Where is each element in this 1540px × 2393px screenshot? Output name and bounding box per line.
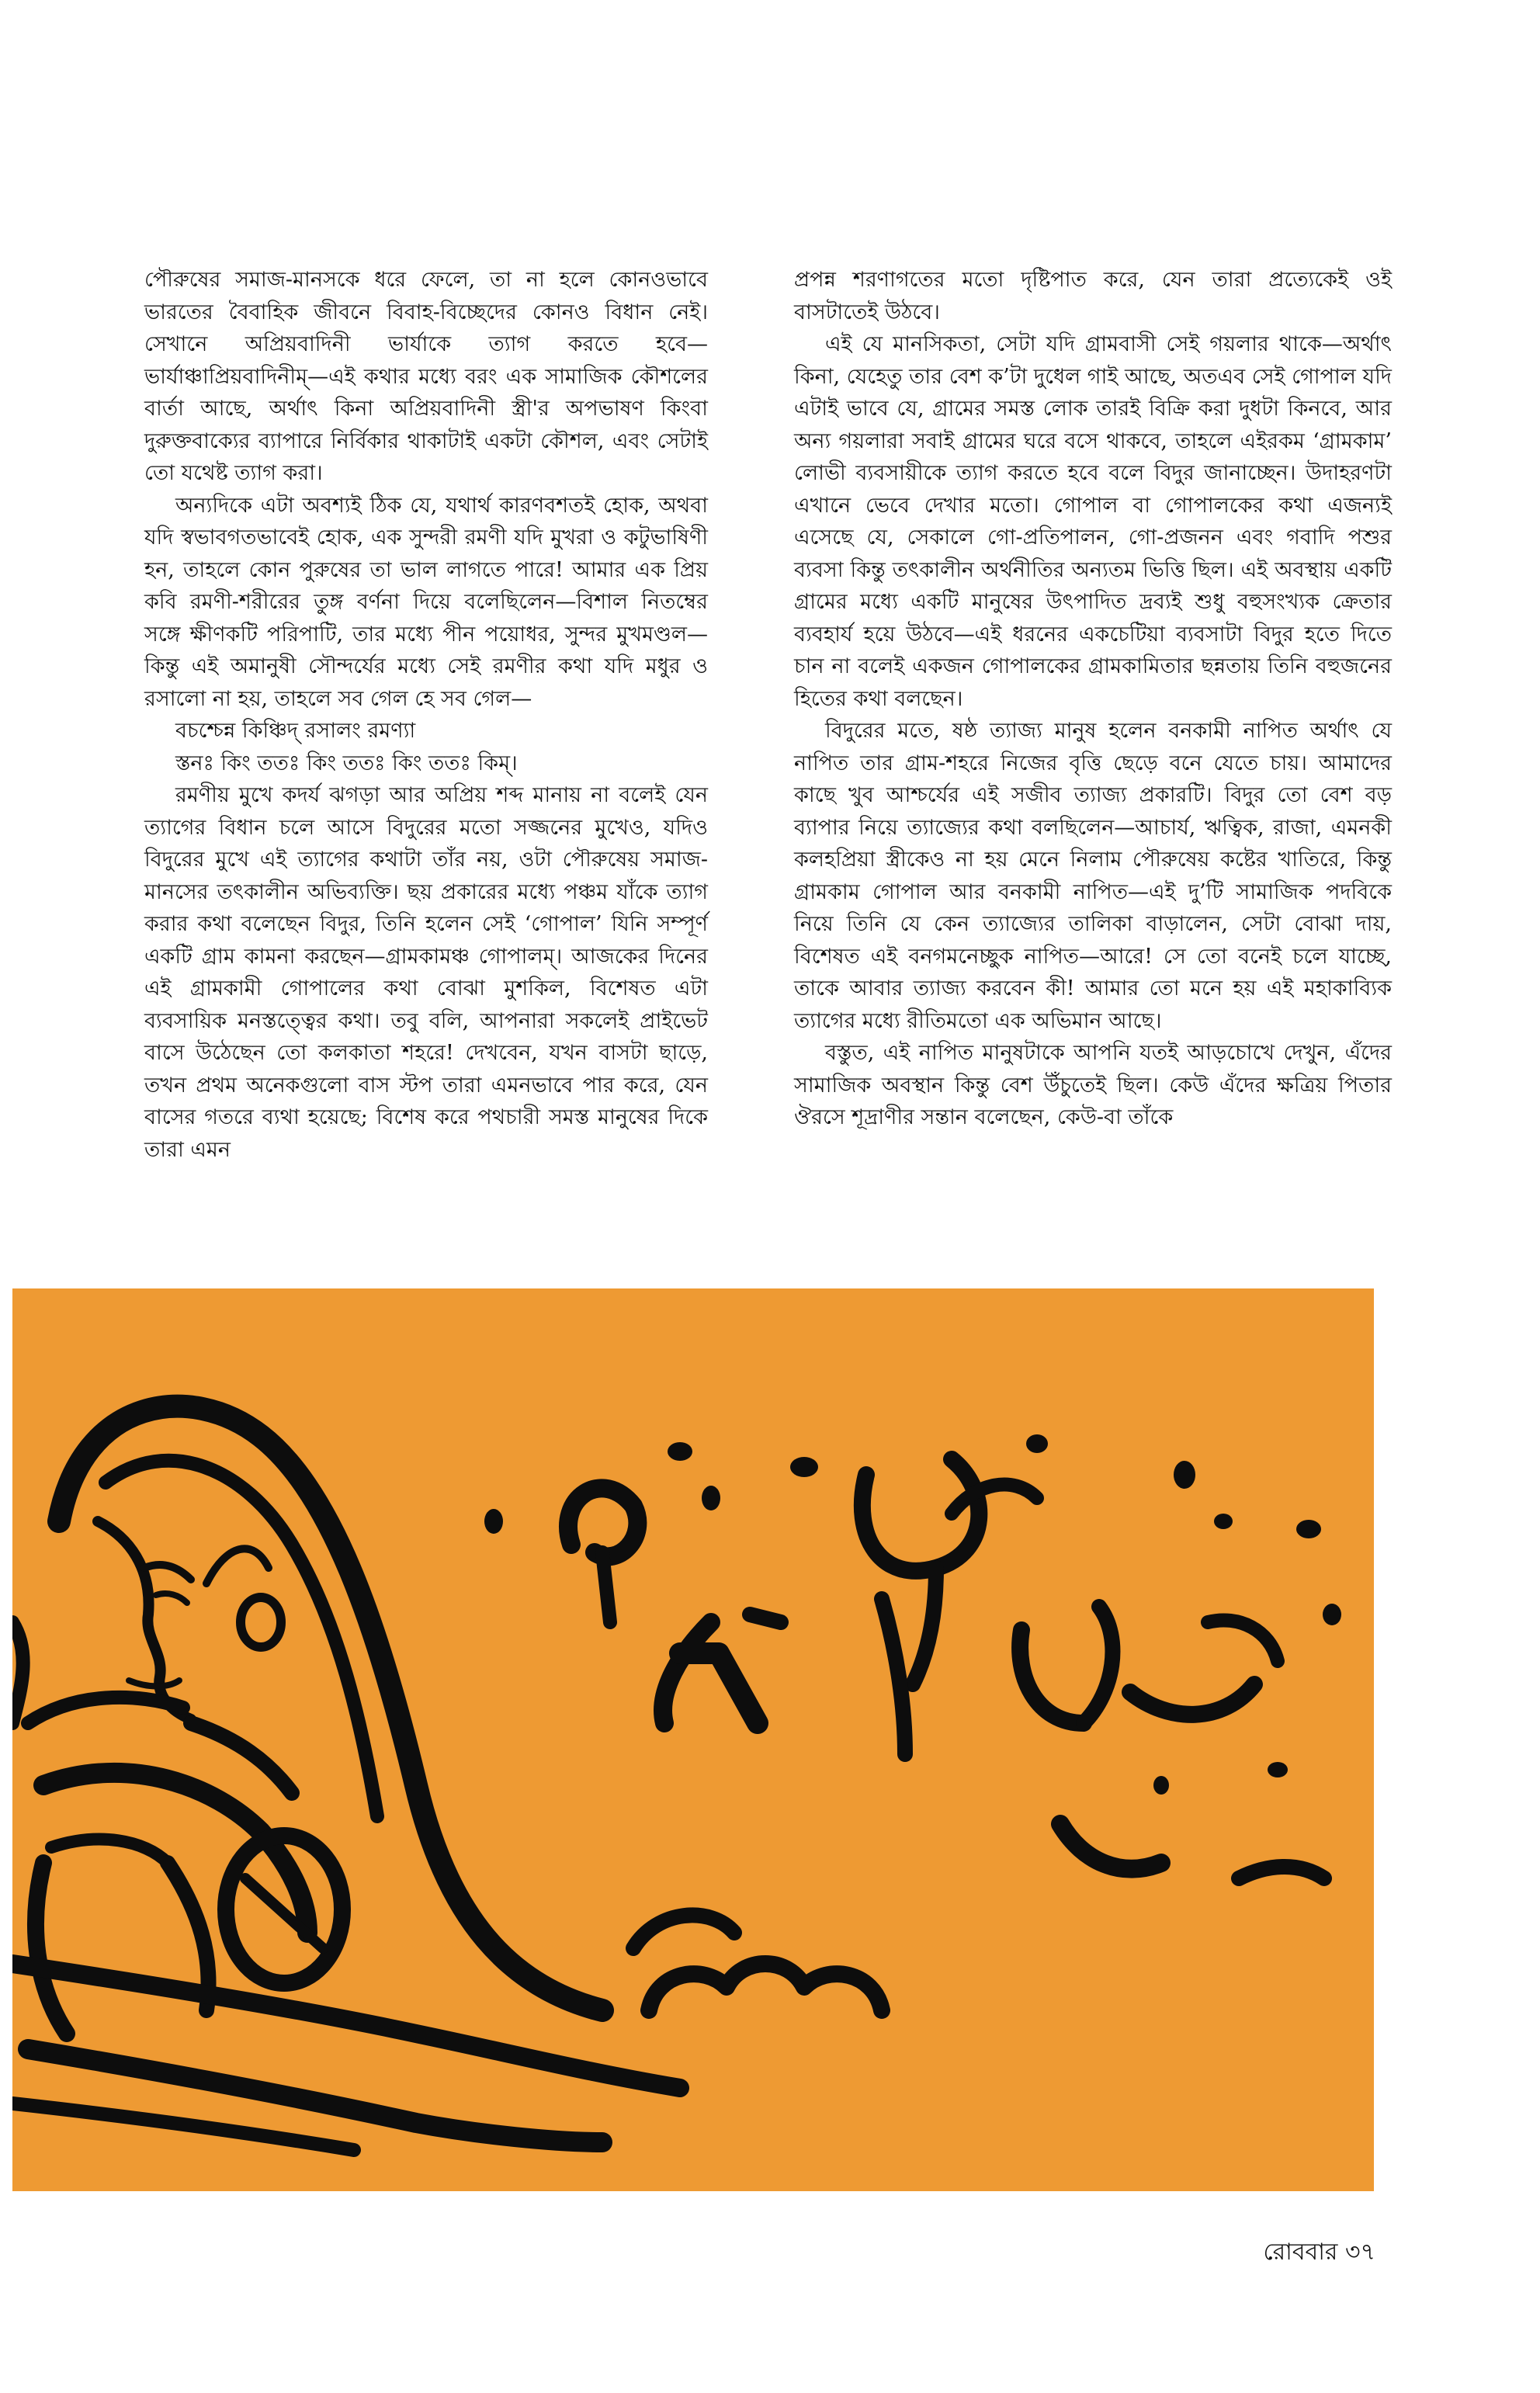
paragraph: রমণীয় মুখে কদর্য ঝগড়া আর অপ্রিয় শব্দ মানায় না বলেই যেন ত্যাগের বিধান চলে আসে বিদুরের মতো সজ্জনের মুখেও, যদিও বিদুরের মুখে এই ত্যাগের কথাটা তাঁর নয়, ওটা পৌরুষেয় সমাজ-মানসের তৎকালীন অভিব্যক্তি। ছয় প্রকারের মধ্যে পঞ্চম যাঁকে ত্যাগ করার কথা বলেছেন বিদুর, তিনি হলেন সেই ‘গোপাল’ যিনি সম্পূর্ণ একটি গ্রাম কামনা করছেন—গ্রামকামঞ্চ গোপালম্। আজকের দিনের এই গ্রামকামী গোপালের কথা বোঝা মুশকিল, বিশেষত এটা ব্যবসায়িক মনস্তত্ত্বের কথা। তবু বলি, আপনারা সকলেই প্রাইভেট বাসে উঠেছেন তো কলকাতা শহরে! দেখবেন, যখন বাসটা ছাড়ে, তখন প্রথম অনেকগুলো বাস স্টপ তারা এমনভাবে পার করে, যেন বাসের গতরে ব্যথা হয়েছে; বিশেষ করে পথচারী সমস্ত মানুষের দিকে তারা এমন — [144, 783, 708, 1162]
paragraph: বস্তুত, এই নাপিত মানুষটাকে আপনি যতই আড়চোখে দেখুন, এঁদের সামাজিক অবস্থান কিন্তু বেশ উঁচুতেই ছিল। কেউ এঁদের ক্ষত্রিয় পিতার ঔরসে শূদ্রাণীর সন্তান বলেছেন, কেউ-বা তাঁকে — [794, 1041, 1392, 1129]
article-right-column — [794, 264, 1392, 1134]
paragraph: প্রপন্ন শরণাগতের মতো দৃষ্টিপাত করে, যেন তারা প্রত্যেকেই ওই বাসটাতেই উঠবে। — [794, 268, 1392, 324]
verse-line: স্তনঃ কিং ততঃ কিং ততঃ কিং ততঃ কিম্। — [175, 751, 518, 775]
paragraph: পৌরুষের সমাজ-মানসকে ধরে ফেলে, তা না হলে কোনওভাবে ভারতের বৈবাহিক জীবনে বিবাহ-বিচ্ছেদের কোনও বিধান নেই। সেখানে অপ্রিয়বাদিনী ভার্যাকে ত্যাগ করতে হবে—ভার্যাঞ্চাপ্রিয়বাদিনীম্—এই কথার মধ্যে বরং এক সামাজিক কৌশলের বার্তা আছে, অর্থাৎ কিনা অপ্রিয়বাদিনী স্ত্রী'র অপভাষণ কিংবা দুরুক্তবাক্যের ব্যাপারে নির্বিকার থাকাটাই একটা কৌশল, এবং সেটাই তো যথেষ্ট ত্যাগ করা। — [144, 268, 708, 485]
paragraph: অন্যদিকে এটা অবশ্যই ঠিক যে, যথার্থ কারণবশতই হোক, অথবা যদি স্বভাবগতভাবেই হোক, এক সুন্দরী রমণী যদি মুখরা ও কটুভাষিণী হন, তাহলে কোন পুরুষের তা ভাল লাগতে পারে! আমার এক প্রিয় কবি রমণী-শরীরের তুঙ্গ বর্ণনা দিয়ে বলেছিলেন—বিশাল নিতম্বের সঙ্গে ক্ষীণকটি পরিপাটি, তার মধ্যে পীন পয়োধর, সুন্দর মুখমণ্ডল—কিন্তু এই অমানুষী সৌন্দর্যের মধ্যে সেই রমণীর কথা যদি মধুর ও রসালো না হয়, তাহলে সব গেল হে সব গেল— — [144, 493, 708, 711]
woman-and-trees-drawing — [12, 1288, 1374, 2191]
paragraph: বিদুরের মতে, ষষ্ঠ ত্যাজ্য মানুষ হলেন বনকামী নাপিত অর্থাৎ যে নাপিত তার গ্রাম-শহরে নিজের বৃত্তি ছেড়ে বনে যেতে চায়। আমাদের কাছে খুব আশ্চর্যের এই সজীব ত্যাজ্য প্রকারটি। বিদুর তো বেশ বড় ব্যাপার নিয়ে ত্যাজ্যের কথা বলছিলেন—আচার্য, ঋত্বিক, রাজা, এমনকী কলহপ্রিয়া স্ত্রীকেও না হয় মেনে নিলাম পৌরুষেয় কষ্টের খাতিরে, কিন্তু গ্রামকাম গোপাল আর বনকামী নাপিত—এই দু’টি সামাজিক পদবিকে নিয়ে তিনি যে কেন ত্যাজ্যের তালিকা বাড়ালেন, সেটা বোঝা দায়, বিশেষত এই বনগমনেচ্ছুক নাপিত—আরে! সে তো বনেই চলে যাচ্ছে, তাকে আবার ত্যাজ্য করবেন কী! আমার তো মনে হয় এই মহাকাব্যিক ত্যাগের মধ্যে রীতিমতো এক অভিমান আছে। — [794, 719, 1392, 1033]
verse-line: বচশ্চেন্ন কিঞ্চিদ্ রসালং রমণ্যা — [175, 719, 416, 743]
page-footer: রোববার ৩৭ — [1263, 2239, 1375, 2266]
paragraph: এই যে মানসিকতা, সেটা যদি গ্রামবাসী সেই গয়লার থাকে—অর্থাৎ কিনা, যেহেতু তার বেশ ক’টা দুধেল গাই আছে, অতএব সেই গোপাল যদি এটাই ভাবে যে, গ্রামের সমস্ত লোক তারই বিক্রি করা দুধটা কিনবে, আর অন্য গয়লারা সবাই গ্রামের ঘরে বসে থাকবে, তাহলে এইরকম ‘গ্রামকাম’ লোভী ব্যবসায়ীকে ত্যাগ করতে হবে বলে বিদুর জানাচ্ছেন। উদাহরণটা এখানে ভেবে দেখার মতো। গোপাল বা গোপালকের কথা এজন্যই এসেছে যে, সেকালে গো-প্রতিপালন, গো-প্রজনন এবং গবাদি পশুর ব্যবসা কিন্তু তৎকালীন অর্থনীতির অন্যতম ভিত্তি ছিল। এই অবস্থায় একটি গ্রামের মধ্যে একটি মানুষের উৎপাদিত দ্রব্যই শুধু বহুসংখ্যক ক্রেতার ব্যবহার্য হয়ে উঠবে—এই ধরনের একচেটিয়া ব্যবসাটা বিদুর হতে দিতে চান না বলেই একজন গোপালকের গ্রামকামিতার ছন্নতায় তিনি বহুজনের হিতের কথা বলছেন। — [794, 332, 1392, 711]
article-left-column — [144, 264, 708, 1166]
brush-illustration — [12, 1288, 1374, 2191]
